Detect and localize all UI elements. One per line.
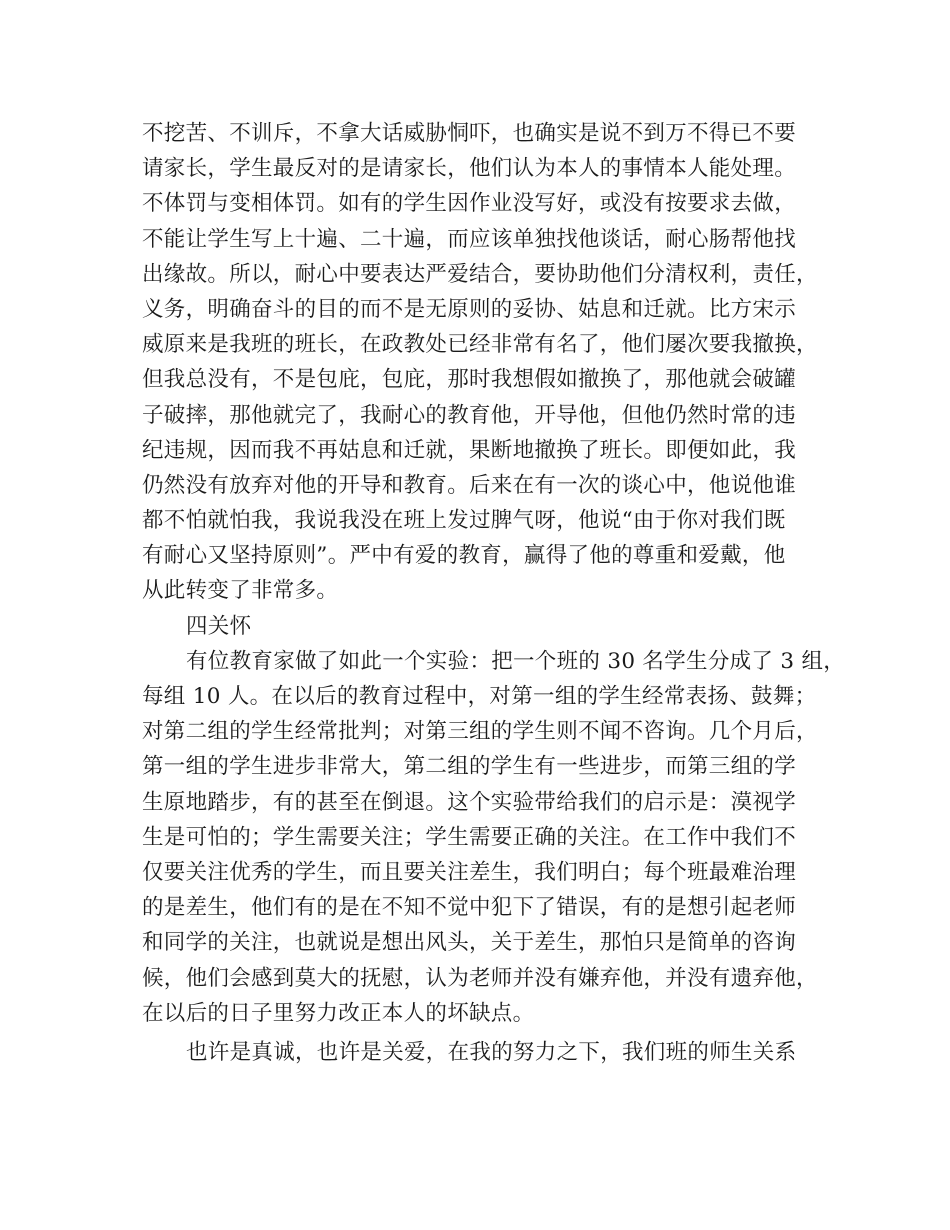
text-line: 生原地踏步，有的甚至在倒退。这个实验带给我们的启示是：漠视学 [142,789,797,815]
text-line: 每组 10 人。在以后的教育过程中，对第一组的学生经常表扬、鼓舞； [142,684,817,709]
text-line: 从此转变了非常多。 [142,578,339,604]
text-line: 纪违规，因而我不再姑息和迁就，果断地撤换了班长。即便如此，我 [142,437,797,463]
text-line: 仍然没有放弃对他的开导和教育。后来在有一次的谈心中，他说他谁 [142,472,797,498]
text-line: 都不怕就怕我，我说我没在班上发过脾气呀，他说“由于你对我们既 [142,508,786,534]
text-line: 有耐心又坚持原则”。严中有爱的教育，赢得了他的尊重和爱戴，他 [142,543,786,569]
text-line: 有位教育家做了如此一个实验：把一个班的 30 名学生分成了 3 组， [186,648,846,674]
text-line: 对第二组的学生经常批判；对第三组的学生则不闻不咨询。几个月后， [142,719,818,745]
text-line: 候，他们会感到莫大的抚慰，认为老师并没有嫌弃他，并没有遗弃他， [142,965,818,991]
text-line: 义务，明确奋斗的目的而不是无原则的妥协、姑息和迁就。比方宋示 [142,296,797,322]
text-line: 第一组的学生进步非常大，第二组的学生有一些进步，而第三组的学 [142,754,797,780]
text-line: 不体罚与变相体罚。如有的学生因作业没写好，或没有按要求去做， [142,191,797,217]
text-line: 子破摔，那他就完了，我耐心的教育他，开导他，但他仍然时常的违 [142,402,797,428]
text-line: 不能让学生写上十遍、二十遍，而应该单独找他谈话，耐心肠帮他找 [142,226,797,252]
text-line: 和同学的关注，也就说是想出风头，关于差生，那怕只是简单的咨询 [142,930,797,956]
text-line: 请家长，学生最反对的是请家长，他们认为本人的事情本人能处理。 [142,156,797,182]
document-body [142,116,846,1070]
text-line: 不挖苦、不训斥，不拿大话威胁恫吓，也确实是说不到万不得已不要 [142,121,797,146]
text-line: 生是可怕的；学生需要关注；学生需要正确的关注。在工作中我们不 [142,824,797,850]
text-line: 但我总没有，不是包庇，包庇，那时我想假如撤换了，那他就会破罐 [142,367,797,393]
text-line: 在以后的日子里努力改正本人的坏缺点。 [142,1000,535,1026]
text-line: 的是差生，他们有的是在不知不觉中犯下了错误，有的是想引起老师 [142,895,797,921]
text-line: 出缘故。所以，耐心中要表达严爱结合，要协助他们分清权利，责任， [142,261,818,287]
text-line: 威原来是我班的班长，在政教处已经非常有名了，他们屡次要我撤换， [142,332,818,358]
text-line: 也许是真诚，也许是关爱，在我的努力之下，我们班的师生关系 [186,1039,797,1065]
section-heading: 四关怀 [186,613,252,639]
text-line: 仅要关注优秀的学生，而且要关注差生，我们明白；每个班最难治理 [142,859,797,885]
